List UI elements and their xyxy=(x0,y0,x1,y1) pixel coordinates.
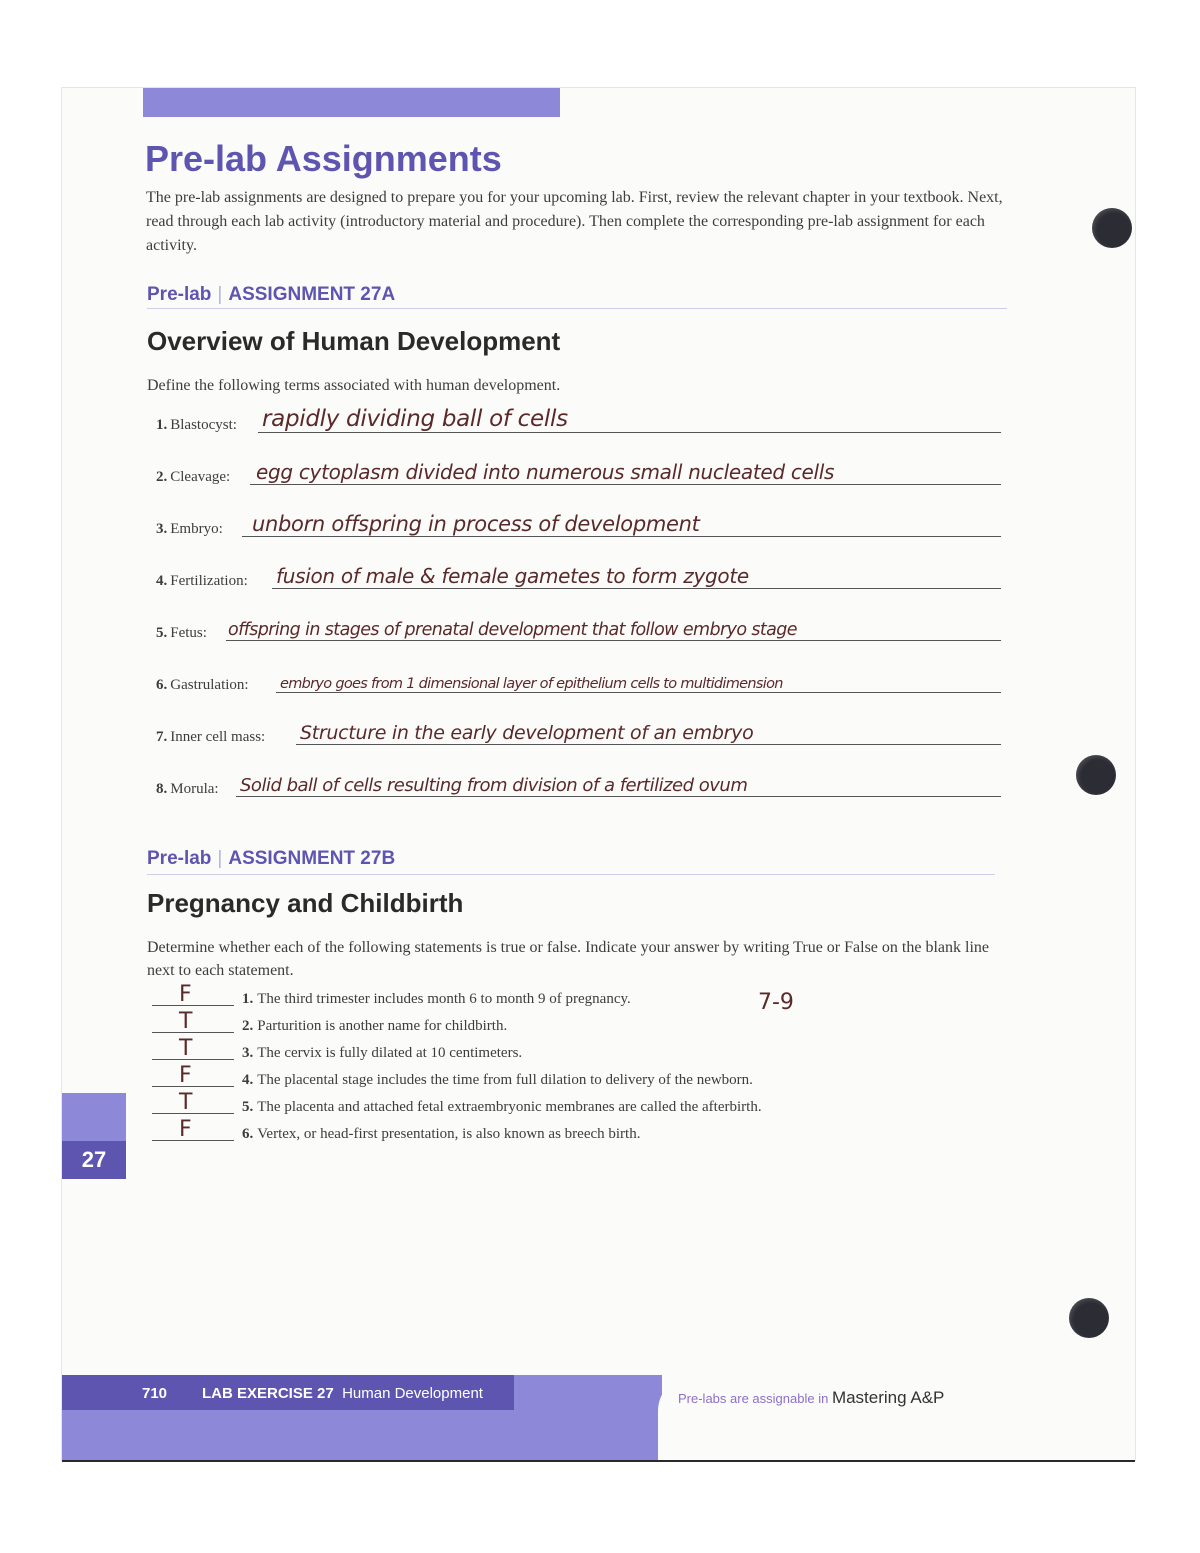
statement-text: 2. Parturition is another name for childbirth. xyxy=(242,1018,508,1034)
term-row xyxy=(156,448,1001,488)
statement-text: 1. The third trimester includes month 6 to month 9 of pregnancy. xyxy=(242,991,631,1007)
term-row xyxy=(156,656,1001,696)
statement-row xyxy=(152,1118,912,1145)
answer-line xyxy=(272,588,1001,589)
term-label: 8. Morula: xyxy=(156,781,219,797)
assignment-id: ASSIGNMENT 27A xyxy=(228,284,396,305)
statement-row xyxy=(152,1064,912,1091)
page-title: Pre-lab Assignments xyxy=(145,138,502,179)
handwritten-answer: F xyxy=(179,1117,192,1142)
handwritten-answer: Structure in the early development of an embryo xyxy=(300,722,754,744)
answer-line xyxy=(296,744,1001,745)
answer-line xyxy=(250,484,1001,485)
handwritten-answer: F xyxy=(179,982,192,1007)
answer-blank xyxy=(152,1113,234,1114)
statement-text: 4. The placental stage includes the time from full dilation to delivery of the newborn. xyxy=(242,1072,753,1088)
assignment-id: ASSIGNMENT 27B xyxy=(228,848,396,869)
term-label: 5. Fetus: xyxy=(156,625,207,641)
answer-blank xyxy=(152,1059,234,1060)
binder-hole xyxy=(1076,755,1116,795)
header-color-bar xyxy=(143,88,560,117)
prelab-label: Pre-lab xyxy=(147,284,212,305)
statement-row xyxy=(152,1091,912,1118)
section-rule xyxy=(147,308,1007,309)
chapter-tab: 27 xyxy=(62,1141,126,1179)
assignment-b-instructions: Determine whether each of the following statements is true or false. Indicate your answer by writing True or False on the blank line next to each statement. xyxy=(147,939,989,979)
handwritten-answer: Solid ball of cells resulting from division of a fertilized ovum xyxy=(240,775,748,796)
assignment-a-instructions: Define the following terms associated with human development. xyxy=(147,377,561,394)
binder-hole xyxy=(1069,1298,1109,1338)
term-row xyxy=(156,552,1001,592)
prelab-label: Pre-lab xyxy=(147,848,212,869)
assignment-b-label xyxy=(147,848,395,870)
term-row xyxy=(156,396,1001,436)
handwritten-answer: T xyxy=(179,1036,193,1061)
term-label: 6. Gastrulation: xyxy=(156,677,249,693)
statement-row xyxy=(152,1037,912,1064)
answer-blank xyxy=(152,1005,234,1006)
statement-text: 3. The cervix is fully dilated at 10 centimeters. xyxy=(242,1045,523,1061)
label-separator: | xyxy=(217,848,223,869)
term-row xyxy=(156,708,1001,748)
answer-blank xyxy=(152,1086,234,1087)
term-label: 4. Fertilization: xyxy=(156,573,248,589)
intro-paragraph: The pre-lab assignments are designed to prepare you for your upcoming lab. First, review the relevant chapter in your textbook. Next, read through each lab activity (introductory material and procedure). Then complete the corresponding pre-lab assignment for each activity. xyxy=(146,189,1003,254)
footer-lab-exercise: LAB EXERCISE 27 Human Development xyxy=(202,1385,483,1402)
handwritten-answer: offspring in stages of prenatal development that follow embryo stage xyxy=(228,620,797,640)
binder-hole xyxy=(1092,208,1132,248)
answer-line xyxy=(276,692,1001,693)
section-rule xyxy=(147,874,995,875)
assignment-a-label xyxy=(147,284,395,306)
handwritten-answer: fusion of male & female gametes to form zygote xyxy=(276,564,749,588)
section-title-development: Overview of Human Development xyxy=(147,326,561,356)
term-label: 7. Inner cell mass: xyxy=(156,729,266,745)
handwritten-answer: T xyxy=(179,1090,193,1115)
statement-row xyxy=(152,983,912,1010)
handwritten-answer: egg cytoplasm divided into numerous small nucleated cells xyxy=(256,460,835,484)
statement-text: 6. Vertex, or head-first presentation, is also known as breech birth. xyxy=(242,1126,641,1142)
answer-line xyxy=(236,796,1001,797)
term-label: 1. Blastocyst: xyxy=(156,417,237,433)
handwritten-answer: unborn offspring in process of development xyxy=(252,512,700,536)
answer-blank xyxy=(152,1032,234,1033)
term-label: 2. Cleavage: xyxy=(156,469,231,485)
chapter-tab-accent xyxy=(62,1093,126,1141)
statement-row xyxy=(152,1010,912,1037)
handwritten-answer: embryo goes from 1 dimensional layer of epithelium cells to multidimension xyxy=(280,676,783,692)
term-row xyxy=(156,500,1001,540)
answer-line xyxy=(226,640,1001,641)
handwritten-answer: T xyxy=(179,1009,193,1034)
answer-blank xyxy=(152,1140,234,1141)
term-row xyxy=(156,604,1001,644)
section-title-pregnancy: Pregnancy and Childbirth xyxy=(147,888,464,918)
label-separator: | xyxy=(217,284,223,305)
mastering-note: Pre-labs are assignable in Mastering A&P xyxy=(678,1388,945,1407)
answer-line xyxy=(242,536,1001,537)
handwritten-margin-note: 7-9 xyxy=(758,990,794,1015)
answer-line xyxy=(258,432,1001,433)
statement-text: 5. The placenta and attached fetal extraembryonic membranes are called the afterbirth. xyxy=(242,1099,762,1115)
page-number: 710 xyxy=(142,1385,168,1402)
handwritten-answer: rapidly dividing ball of cells xyxy=(262,406,568,432)
term-label: 3. Embryo: xyxy=(156,521,223,537)
term-row xyxy=(156,760,1001,800)
handwritten-answer: F xyxy=(179,1063,192,1088)
